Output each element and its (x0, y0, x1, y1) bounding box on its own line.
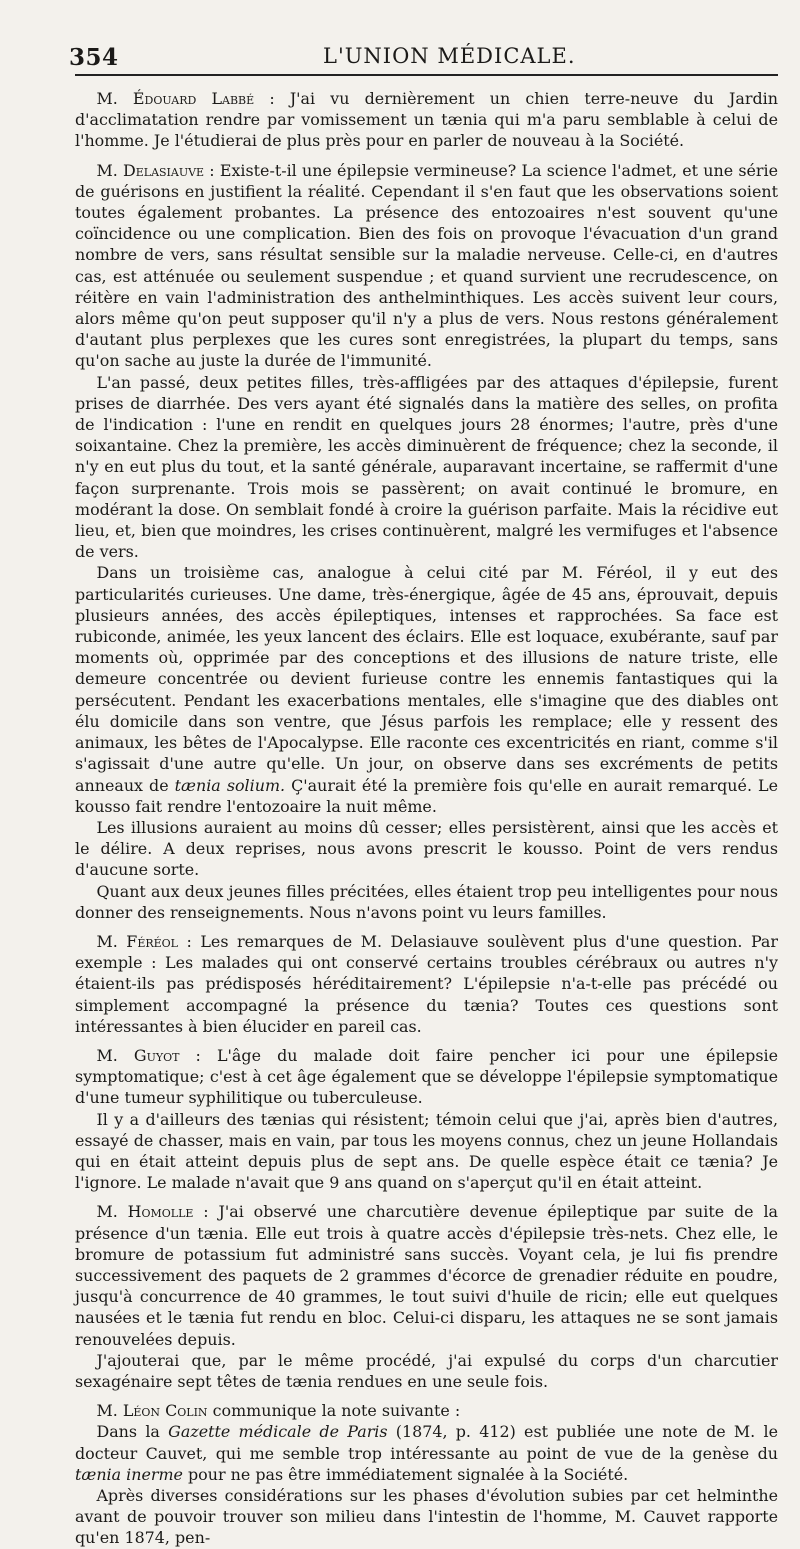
paragraph-text: Quant aux deux jeunes filles précitées, elles étaient trop peu intelligentes pour nous donner des renseignements. Nous n'avons point vu leurs familles. (75, 881, 778, 922)
paragraph-text: communique la note suivante : (207, 1401, 461, 1421)
paragraph-labbe (75, 88, 778, 152)
italic-term: tænia solium. (174, 775, 286, 795)
paragraph-text: Les remarques de M. Delasiauve soulèvent plus d'une question. Par exemple : Les malades qui ont conservé certains troubles cérébraux ou autres n'y étaient-ils pas prédisposés héréditairement? L'épilepsie n'a-t-elle pas précédé ou simplement accompagné la présence du tænia? Toutes ces questions sont intéressantes à bien élucider en pareil cas. (75, 931, 778, 1036)
paragraph-text: L'an passé, deux petites filles, très-affligées par des attaques d'épilepsie, furent prises de diarrhée. Des vers ayant été signalés dans la matière des selles, on profita de l'indication : l'une en rendit en quelques jours 28 énormes; l'autre, près d'une soixantaine. Chez la première, les accès diminuèrent de fréquence; chez la seconde, il n'y en eut plus du tout, et la santé générale, auparavant incertaine, se raffermit d'une façon surprenante. Trois mois se passèrent; on avait continué le bromure, en modérant la dose. On semblait fondé à croire la guérison parfaite. Mais la récidive eut lieu, et, bien que moindres, les crises continuèrent, malgré les vermifuges et l'absence de vers. (75, 372, 778, 562)
paragraph-gazette (75, 1421, 778, 1485)
paragraph-two-girls (75, 372, 778, 563)
paragraph-text: J'ai observé une charcutière devenue épileptique par suite de la présence d'un tænia. Elle eut trois à quatre accès d'épilepsie très-nets. Chez elle, le bromure de potassium fut administré sans succès. Voyant cela, je lui fis prendre successivement des paquets de 2 grammes d'écorce de grenadier réduite en poudre, jusqu'à concurrence de 40 grammes, le tout suivi d'huile de ricin; elle eut quelques nausées et le tænia fut rendu en bloc. Celui-ci disparu, les attaques ne se sont jamais renouvelées depuis. (75, 1202, 778, 1349)
paragraph-text: Il y a d'ailleurs des tænias qui résistent; témoin celui que j'ai, après bien d'autres, essayé de chasser, mais en vain, par tous les moyens connus, chez un jeune Hollandais qui en était atteint depuis plus de sept ans. De quelle espèce était ce tænia? Je l'ignore. Le malade n'avait que 9 ans quand on s'aperçut qu'il en était atteint. (75, 1109, 778, 1193)
speaker-fereol: M. Féréol : (96, 931, 192, 951)
paragraph-text: Ç'aurait été la première fois qu'elle en aurait remarqué. Le kousso fait rendre l'entozoaire la nuit même. (75, 775, 778, 816)
paragraph-text: Après diverses considérations sur les phases d'évolution subies par cet helminthe avant de pouvoir trouver son milieu dans l'intestin de l'homme, M. Cauvet rapporte qu'en 1874, pen- (75, 1486, 778, 1548)
paragraph-delasiauve (75, 160, 778, 372)
article-body (75, 88, 778, 1549)
paragraph-text: Dans la (96, 1422, 169, 1442)
paragraph-text: (1874, p. 412) est publiée une note de M. le docteur Cauvet, qui me semble trop intéressante au point de vue de la genèse du (75, 1422, 778, 1463)
paragraph-young-girls (75, 881, 778, 923)
speaker-homolle: M. Homolle : (96, 1202, 209, 1222)
paragraph-text: Existe-t-il une épilepsie vermineuse? La science l'admet, et une série de guérisons en justifient la réalité. Cependant il s'en faut que les observations soient toutes également probantes. La présence des entozoaires n'est souvent qu'une coïncidence ou une complication. Bien des fois on provoque l'évacuation d'un grand nombre de vers, sans résultat sensible sur la maladie nerveuse. Celle-ci, en d'autres cas, est atténuée ou seulement suspendue ; et quand survient une recrudescence, on réitère en vain l'administration des anthelminthiques. Les accès suivent leur cours, alors même qu'on peut supposer qu'il n'y a plus de vers. Nous restons généralement d'autant plus perplexes que les cures sont enregistrées, la plupart du temps, sans qu'on sache au juste la durée de l'immunité. (75, 160, 778, 371)
paragraph-fereol (75, 931, 778, 1037)
paragraph-illusions (75, 817, 778, 881)
paragraph-text: Les illusions auraient au moins dû cesser; elles persistèrent, ainsi que les accès et le délire. A deux reprises, nous avons prescrit le kousso. Point de vers rendus d'aucune sorte. (75, 817, 778, 880)
italic-journal-title: Gazette médicale de Paris (168, 1422, 388, 1442)
paragraph-text: J'ai vu dernièrement un chien terre-neuve du Jardin d'acclimatation rendre par vomissement un tænia qui m'a paru semblable à celui de l'homme. Je l'étudierai de plus près pour en parler de nouveau à la Société. (75, 89, 778, 151)
page-number: 354 (69, 44, 119, 71)
paragraph-third-case (75, 562, 778, 816)
speaker-labbe: M. Édouard Labbé : (96, 89, 275, 108)
italic-term: tænia inerme (75, 1464, 183, 1484)
speaker-colin: M. Léon Colin (96, 1401, 208, 1421)
paragraph-text: pour ne pas être immédiatement signalée à la Société. (182, 1464, 629, 1484)
paragraph-text: Dans un troisième cas, analogue à celui cité par M. Féréol, il y eut des particularités curieuses. Une dame, très-énergique, âgée de 45 ans, éprouvait, depuis plusieurs années, des accès épileptiques, intenses et rapprochées. Sa face est rubiconde, animée, les yeux lancent des éclairs. Elle est loquace, exubérante, sauf par moments où, opprimée par des conceptions et des illusions de nature triste, elle demeure concentrée ou devient furieuse contre les ennemis fantastiques qui la persécutent. Pendant les exacerbations mentales, elle s'imagine que des diables ont élu domicile dans son ventre, que Jésus parfois les remplace; elle y ressent des animaux, les bêtes de l'Apocalypse. Elle raconte ces excentricités en riant, comme s'il s'agissait d'une autre qu'elle. Un jour, on observe dans ses excréments de petits anneaux de (75, 563, 778, 795)
paragraph-addendum (75, 1350, 778, 1392)
paragraph-text: L'âge du malade doit faire pencher ici pour une épilepsie symptomatique; c'est à cet âge également que se développe l'épilepsie symptomatique d'une tumeur syphilitique ou tuberculeuse. (75, 1045, 778, 1108)
paragraph-resistant-taenias (75, 1109, 778, 1194)
paragraph-homolle (75, 1201, 778, 1349)
paragraph-colin (75, 1400, 778, 1421)
page-header (69, 36, 778, 76)
speaker-guyot: M. Guyot : (96, 1045, 201, 1065)
paragraph-guyot (75, 1045, 778, 1109)
paragraph-text: J'ajouterai que, par le même procédé, j'ai expulsé du corps d'un charcutier sexagénaire sept têtes de tænia rendues en une seule fois. (75, 1350, 778, 1391)
running-title: L'UNION MÉDICALE. (323, 44, 576, 68)
speaker-delasiauve: M. Delasiauve : (96, 160, 215, 180)
paragraph-cauvet (75, 1485, 778, 1549)
